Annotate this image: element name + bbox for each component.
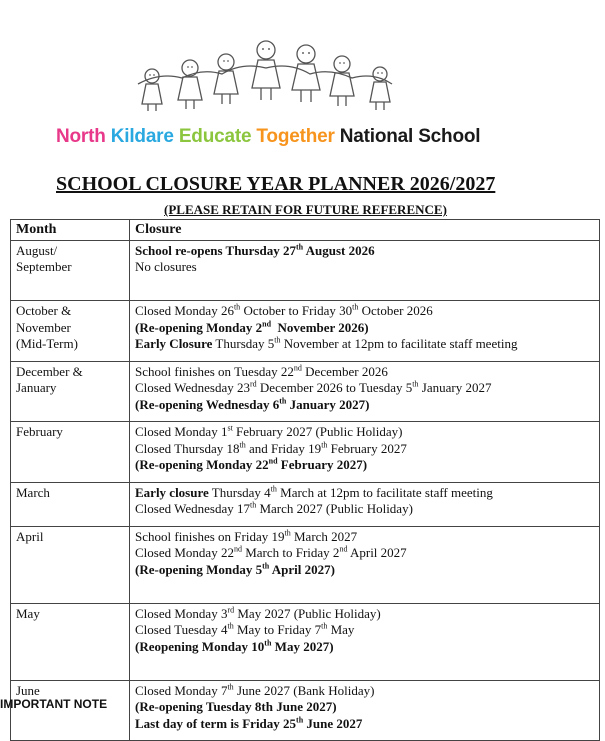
table-row — [11, 301, 600, 362]
closure-text: Closed Monday 7 — [135, 682, 228, 698]
closure-text: February 2027) — [277, 457, 368, 472]
closure-text: April 2027) — [269, 561, 335, 577]
month-label: October & — [16, 303, 72, 318]
closure-table — [10, 219, 600, 741]
month-cell — [11, 422, 130, 483]
closure-line — [135, 364, 594, 381]
closure-text: April 2027 — [347, 545, 407, 560]
ordinal-suffix: th — [321, 621, 328, 631]
page-title: SCHOOL CLOSURE YEAR PLANNER 2026/2027 — [56, 173, 496, 195]
ordinal-suffix: rd — [249, 379, 257, 389]
closure-text: (Reopening Monday 10 — [135, 638, 265, 654]
ordinal-suffix: th — [227, 682, 234, 692]
month-label: November — [16, 319, 71, 335]
closure-text: August 2026 — [303, 242, 375, 258]
month-cell — [11, 301, 130, 362]
month-label: June — [16, 682, 40, 698]
closure-line — [135, 699, 594, 716]
closure-text: (Re-opening Monday 5 — [135, 561, 263, 577]
closure-text: School finishes on Tuesday 22 — [135, 363, 294, 379]
closure-text: March 2027 (Public Holiday) — [256, 501, 413, 516]
closure-text: December 2026 — [301, 363, 388, 379]
closure-text: May — [327, 622, 355, 637]
ordinal-suffix: nd — [268, 456, 278, 466]
closure-text: November 2026) — [271, 319, 369, 335]
closure-text: Closed Wednesday 17 — [135, 501, 250, 516]
closure-line — [135, 501, 594, 518]
closure-text: No closures — [135, 259, 197, 274]
closure-text: March 2027 — [290, 528, 358, 544]
ordinal-suffix: th — [321, 440, 328, 450]
closure-line — [135, 639, 594, 656]
closure-text: May to Friday 7 — [233, 622, 322, 637]
closure-text: October to Friday 30 — [240, 303, 353, 318]
month-cell — [11, 526, 130, 603]
closure-text: Closed Monday 22 — [135, 545, 234, 560]
closure-text: February 2027 — [327, 440, 407, 456]
table-row — [11, 240, 600, 301]
closure-line — [135, 336, 594, 353]
ordinal-suffix: th — [227, 621, 234, 631]
ordinal-suffix: th — [295, 242, 304, 252]
month-label: January — [16, 380, 57, 395]
ordinal-suffix: nd — [293, 363, 302, 373]
table-row — [11, 422, 600, 483]
month-cell — [11, 482, 130, 526]
ordinal-suffix: th — [249, 500, 257, 510]
closure-line — [135, 380, 594, 397]
closure-text: (Re-opening Monday 2 — [135, 319, 263, 335]
table-header-row — [11, 220, 600, 241]
closure-text: Closed Monday 3 — [135, 605, 228, 621]
closure-cell — [130, 680, 600, 741]
month-cell — [11, 240, 130, 301]
ordinal-suffix: th — [262, 561, 270, 571]
closure-text: March at 12pm to facilitate staff meeting — [276, 484, 493, 500]
ordinal-suffix: th — [270, 484, 277, 494]
ordinal-suffix: th — [296, 715, 304, 725]
closure-text: Closed Wednesday 23 — [135, 380, 250, 395]
closure-line — [135, 397, 594, 414]
closure-line — [135, 529, 594, 546]
ordinal-suffix: th — [239, 440, 246, 450]
closure-line — [135, 622, 594, 639]
closure-text: May 2027) — [271, 638, 334, 654]
school-name-word: Kildare — [110, 126, 179, 147]
closure-text: March to Friday 2 — [241, 545, 340, 560]
closure-text: January 2027 — [418, 380, 492, 395]
month-label: February — [16, 424, 63, 439]
closure-line — [135, 243, 594, 260]
closure-line — [135, 716, 594, 733]
ordinal-suffix: th — [264, 638, 272, 648]
children-holding-hands-logo — [130, 32, 400, 112]
closure-cell — [130, 603, 600, 680]
closure-text: February 2027 (Public Holiday) — [232, 424, 403, 439]
closure-cell — [130, 301, 600, 362]
column-header-month: Month — [11, 220, 130, 241]
closure-line — [135, 259, 594, 276]
footer-note-cut: IMPORTANT NOTE — [0, 697, 108, 711]
month-label: September — [16, 259, 72, 274]
page-subtitle: (PLEASE RETAIN FOR FUTURE REFERENCE) — [164, 202, 447, 217]
closure-text: Closed Monday 1 — [135, 424, 228, 439]
ordinal-suffix: th — [233, 302, 241, 312]
month-label: August/ — [16, 242, 58, 258]
closure-text: School finishes on Friday 19 — [135, 528, 285, 544]
closure-text: and Friday 19 — [245, 440, 322, 456]
closure-text: May 2027 (Public Holiday) — [234, 605, 381, 621]
closure-line — [135, 485, 594, 502]
table-row — [11, 526, 600, 603]
closure-text: (Re-opening Wednesday 6 — [135, 396, 280, 412]
closure-text: Thursday 5 — [212, 336, 275, 351]
month-label: December & — [16, 363, 83, 379]
closure-line — [135, 545, 594, 562]
closure-text: Early closure — [135, 484, 209, 500]
school-name-word: Educate — [178, 126, 257, 147]
ordinal-suffix: th — [412, 379, 419, 389]
ordinal-suffix: th — [352, 302, 359, 312]
closure-text: Thursday 4 — [208, 484, 271, 500]
closure-line — [135, 562, 594, 579]
table-row — [11, 361, 600, 422]
closure-text: Early Closure — [135, 336, 213, 351]
ordinal-suffix: th — [274, 335, 281, 345]
closure-text: June 2027 (Bank Holiday) — [233, 682, 375, 698]
table-row — [11, 482, 600, 526]
ordinal-suffix: rd — [227, 605, 235, 615]
closure-line — [135, 457, 594, 474]
ordinal-suffix: th — [279, 396, 287, 406]
closure-line — [135, 441, 594, 458]
column-header-closure: Closure — [130, 220, 600, 241]
closure-text: October 2026 — [358, 303, 433, 318]
table-row — [11, 603, 600, 680]
month-label: April — [16, 528, 44, 544]
month-cell — [11, 361, 130, 422]
ordinal-suffix: th — [284, 528, 291, 538]
closure-cell — [130, 482, 600, 526]
closure-line — [135, 683, 594, 700]
closure-text: (Re-opening Monday 22 — [135, 457, 269, 472]
ordinal-suffix: nd — [262, 319, 272, 329]
ordinal-suffix: nd — [233, 544, 242, 554]
ordinal-suffix: nd — [339, 544, 348, 554]
closure-line — [135, 424, 594, 441]
closure-text: Closed Thursday 18 — [135, 440, 240, 456]
school-name — [56, 126, 480, 148]
closure-text: June 2027 — [303, 715, 363, 731]
closure-cell — [130, 422, 600, 483]
closure-line — [135, 320, 594, 337]
closure-text: Closed Tuesday 4 — [135, 622, 228, 637]
closure-line — [135, 606, 594, 623]
closure-text: School re-opens Thursday 27 — [135, 242, 296, 258]
closure-text: Closed Monday 26 — [135, 303, 234, 318]
ordinal-suffix: st — [227, 423, 233, 433]
closure-text: (Re-opening Tuesday 8th June 2027) — [135, 699, 337, 714]
month-label: May — [16, 605, 40, 621]
closure-cell — [130, 361, 600, 422]
closure-text: November at 12pm to facilitate staff meeting — [280, 336, 518, 351]
month-label: March — [16, 484, 50, 500]
closure-text: Last day of term is Friday 25 — [135, 715, 297, 731]
month-label: (Mid-Term) — [16, 336, 78, 351]
closure-cell — [130, 526, 600, 603]
school-name-word: Together — [256, 126, 340, 147]
school-name-word: North — [56, 126, 111, 147]
closure-text: January 2027) — [286, 396, 370, 412]
closure-cell — [130, 240, 600, 301]
month-cell — [11, 603, 130, 680]
closure-text: December 2026 to Tuesday 5 — [256, 380, 413, 395]
school-name-word: National School — [339, 126, 481, 147]
closure-line — [135, 303, 594, 320]
